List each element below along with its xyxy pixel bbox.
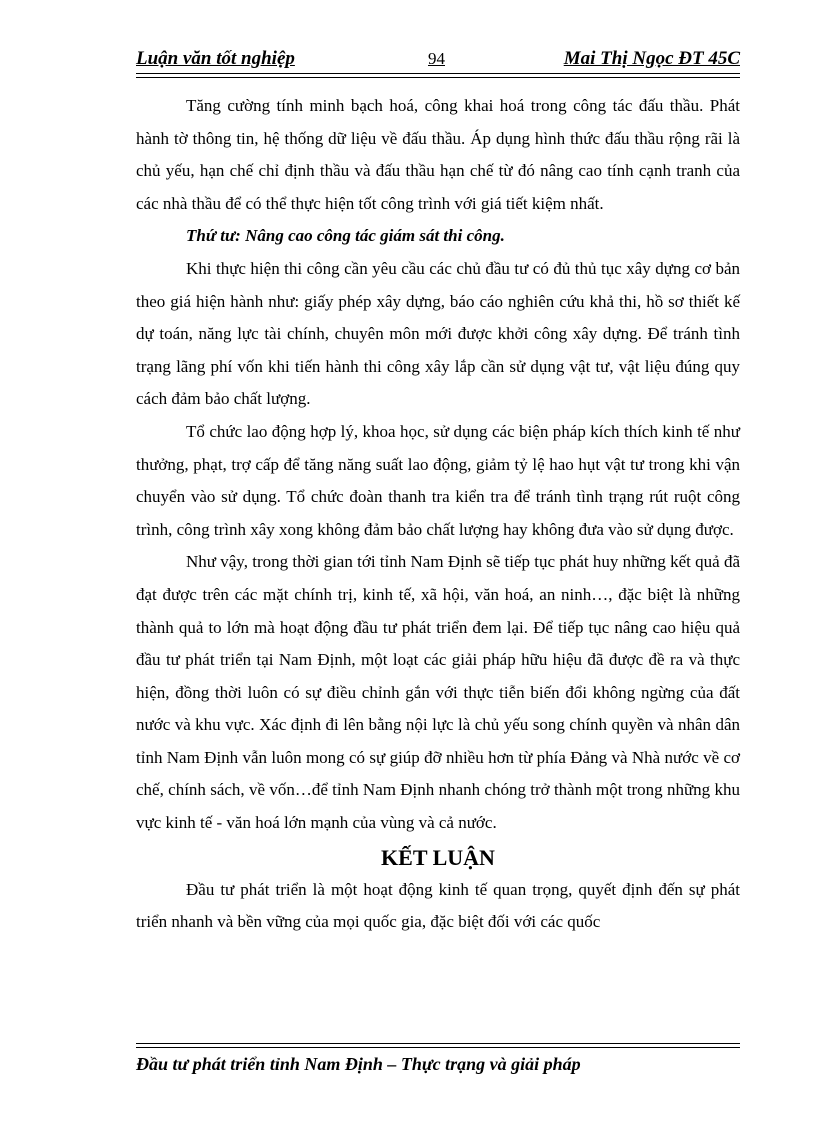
header-divider bbox=[136, 73, 740, 74]
section-title-conclusion: KẾT LUẬN bbox=[381, 844, 495, 870]
paragraph-bidding-transparency: Tăng cường tính minh bạch hoá, công khai hoá trong công tác đấu thầu. Phát hành tờ thông tin, hệ thống dữ liệu về đấu thầu. Áp dụng hình thức đấu thầu rộng rãi là chủ yếu, hạn chế chỉ định thầu và đấu thầu hạn chế từ đó nâng cao tính cạnh tranh của các nhà thầu để có thể thực hiện tốt công trình với giá tiết kiệm nhất. bbox=[136, 96, 740, 213]
page-number: 94 bbox=[428, 49, 445, 68]
paragraph-summary: Như vậy, trong thời gian tới tỉnh Nam Định sẽ tiếp tục phát huy những kết quả đã đạt được trên các mặt chính trị, kinh tế, xã hội, văn hoá, an ninh…, đặc biệt là những thành quả to lớn mà hoạt động đầu tư phát triển đem lại. Để tiếp tục nâng cao hiệu quả đầu tư phát triển tại Nam Định, một loạt các giải pháp hữu hiệu đã được đề ra và thực hiện, đồng thời luôn có sự điều chỉnh gắn với thực tiễn biến đổi không ngừng của đất nước và khu vực. Xác định đi lên bằng nội lực là chủ yếu song chính quyền và nhân dân tỉnh Nam Định vẫn luôn mong có sự giúp đỡ nhiều hơn từ phía Đảng và Nhà nước về cơ chế, chính sách, về vốn…để tỉnh Nam Định nhanh chóng trở thành một trong những khu vực kinh tế - văn hoá lớn mạnh của vùng và cả nước. bbox=[136, 552, 740, 833]
footer-divider bbox=[136, 1043, 740, 1044]
paragraph-labor-organization: Tổ chức lao động hợp lý, khoa học, sử dụng các biện pháp kích thích kinh tế như thưởng, phạt, trợ cấp để tăng năng suất lao động, giảm tỷ lệ hao hụt vật tư trong khi vận chuyển vào sử dụng. Tổ chức đoàn thanh tra kiển tra để tránh tình trạng rút ruột công trình, công trình xây xong không đảm bảo chất lượng hay không đưa vào sử dụng được. bbox=[136, 421, 740, 539]
document-body bbox=[136, 90, 740, 939]
subsection-heading: Thứ tư: Nâng cao công tác giám sát thi công. bbox=[186, 226, 505, 246]
paragraph-construction-procedures: Khi thực hiện thi công cần yêu cầu các chủ đầu tư có đủ thủ tục xây dựng cơ bản theo giá hiện hành như: giấy phép xây dựng, báo cáo nghiên cứu khả thi, hồ sơ thiết kế dự toán, năng lực tài chính, chuyên môn mới được khởi công xây dựng. Để tránh tình trạng lãng phí vốn khi tiến hành thi công xây lắp cần sử dụng vật tư, vật liệu đúng quy cách đảm bảo chất lượng. bbox=[136, 258, 740, 409]
footer-divider-secondary bbox=[136, 1047, 740, 1048]
header-thesis-label: Luận văn tốt nghiệp bbox=[136, 48, 295, 69]
page-footer: Đầu tư phát triển tỉnh Nam Định – Thực trạng và giải pháp bbox=[136, 1054, 581, 1074]
header-divider-secondary bbox=[136, 77, 740, 78]
page-header bbox=[136, 48, 740, 72]
paragraph-conclusion-start: Đầu tư phát triển là một hoạt động kinh tế quan trọng, quyết định đến sự phát triển nhanh và bền vững của mọi quốc gia, đặc biệt đối với các quốc bbox=[136, 879, 740, 932]
header-author: Mai Thị Ngọc ĐT 45C bbox=[563, 48, 740, 69]
